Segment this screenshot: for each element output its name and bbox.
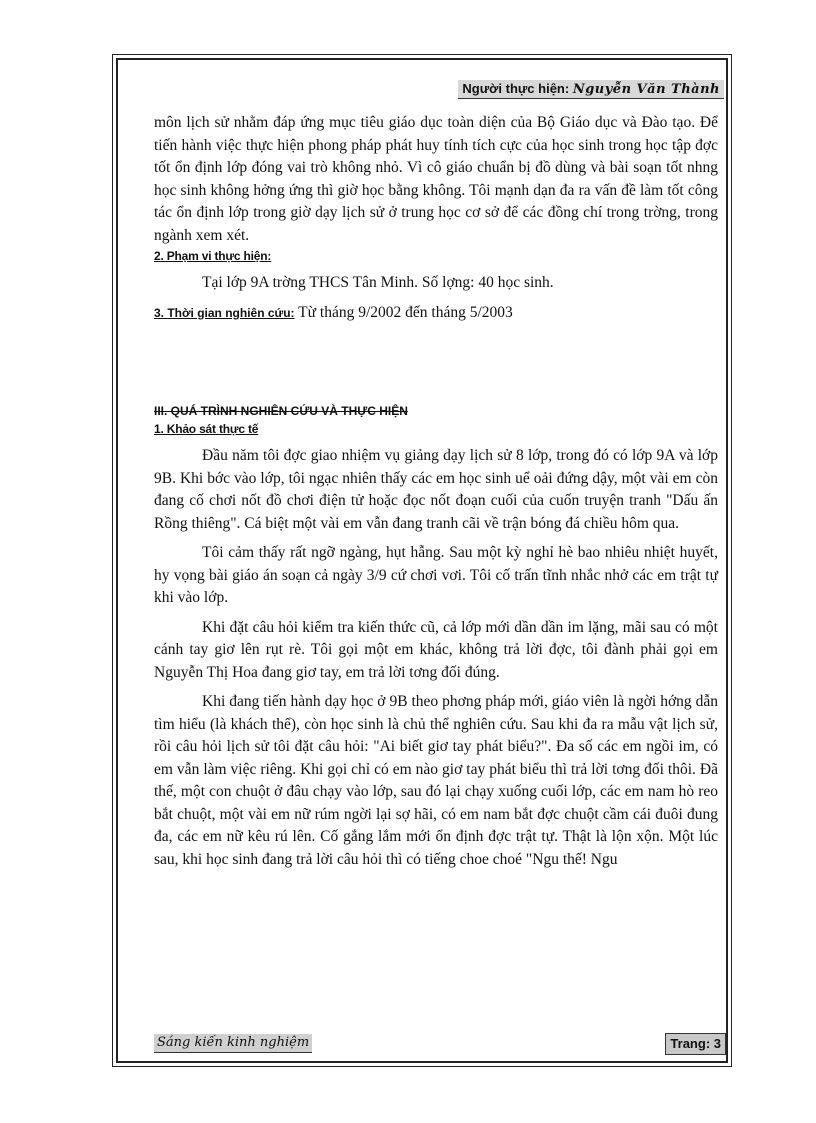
heading-scope: 2. Phạm vi thực hiện:: [154, 249, 272, 263]
page-header: [458, 80, 724, 99]
page-number: Trang: 3: [665, 1033, 726, 1055]
paragraph-scope: Tại lớp 9A trờng THCS Tân Minh. Số lợng: 40 học sinh.: [202, 274, 554, 291]
heading-survey: 1. Khảo sát thực tế: [154, 422, 259, 436]
author-name: Nguyễn Văn Thành: [572, 82, 720, 97]
paragraph-survey-2: Tôi cảm thấy rất ngỡ ngàng, hụt hẫng. Sau một kỳ nghỉ hè bao nhiêu nhiệt huyết, hy vọng bài giáo án soạn cả ngày 3/9 cứ chơi vơi. Tôi cố trấn tĩnh nhắc nhở các em trật tự khi vào lớp.: [154, 544, 718, 606]
section-heading: III. QUÁ TRÌNH NGHIÊN CỨU VÀ THỰC HIỆN: [154, 404, 408, 418]
time-range: Từ tháng 9/2002 đến tháng 5/2003: [298, 303, 513, 321]
paragraph-survey-3: Khi đặt câu hỏi kiểm tra kiến thức cũ, cả lớp mới dần dần im lặng, mãi sau có một cánh tay giơ lên rụt rè. Tôi gọi một em khác, không trả lời đợc, tôi đành phải gọi em Nguyễn Thị Hoa đang giơ tay, em trả lời tơng đối đúng.: [154, 618, 718, 681]
author-label: Người thực hiện:: [462, 81, 570, 96]
paragraph-intro: môn lịch sử nhằm đáp ứng mục tiêu giáo dục toàn diện của Bộ Giáo dục và Đào tạo. Để tiến hành việc thực hiện phong pháp phát huy tính tích cực của học sinh trong học tập đợc tốt ổn định lớp đóng vai trò không nhỏ. Vì cô giáo chuẩn bị đồ dùng và bài soạn tốt nhng học sinh không hởng ứng thì giờ học bằng không. Tôi mạnh dạn đa ra vấn đề làm tốt công tác ổn định lớp trong giờ dạy lịch sử ở trung học cơ sở để các đồng chí trong trờng, trong ngành xem xét.: [154, 114, 718, 244]
paragraph-survey-1: Đầu năm tôi đợc giao nhiệm vụ giảng dạy lịch sử 8 lớp, trong đó có lớp 9A và lớp 9B. Khi bớc vào lớp, tôi ngạc nhiên thấy các em học sinh uể oải đứng dậy, một vài em còn đang cố chơi nốt đồ chơi điện tử hoặc đọc nốt đoạn cuối của cuốn truyện tranh "Dấu ấn Rồng thiêng". Cá biệt một vài em vẫn đang tranh cãi về trận bóng đá chiều hôm qua.: [154, 447, 718, 532]
paragraph-survey-4: Khi đang tiến hành dạy học ở 9B theo phơng pháp mới, giáo viên là ngời hớng dẫn tìm hiểu (là khách thể), còn học sinh là chủ thể nghiên cứu. Sau khi đa ra mẫu vật lịch sử, rồi câu hỏi lịch sử tôi đặt câu hỏi: "Ai biết giơ tay phát biểu?". Đa số các em ngồi im, có em vẫn làm việc riêng. Khi gọi chỉ có em nào giơ tay phát biểu thì trả lời tơng đối thôi. Đã thế, một con chuột ở đâu chạy vào lớp, sau đó lại chạy xuống cuối lớp, các em nam hò reo bắt chuột, một vài em nữ rúm ngời lại sợ hãi, có em nam bắt đợc chuột cầm cái đuôi đung đa, các em nữ kêu rú lên. Cố gắng lắm mới ổn định đợc trật tự. Thật là lộn xộn. Một lúc sau, khi học sinh đang trả lời câu hỏi thì có tiếng choe choé "Ngu thế! Ngu: [154, 693, 718, 868]
paragraph-time: [154, 302, 718, 325]
document-body: [154, 112, 718, 871]
footer-title: Sáng kiến kinh nghiệm: [154, 1034, 312, 1053]
heading-time: 3. Thời gian nghiên cứu:: [154, 305, 295, 320]
